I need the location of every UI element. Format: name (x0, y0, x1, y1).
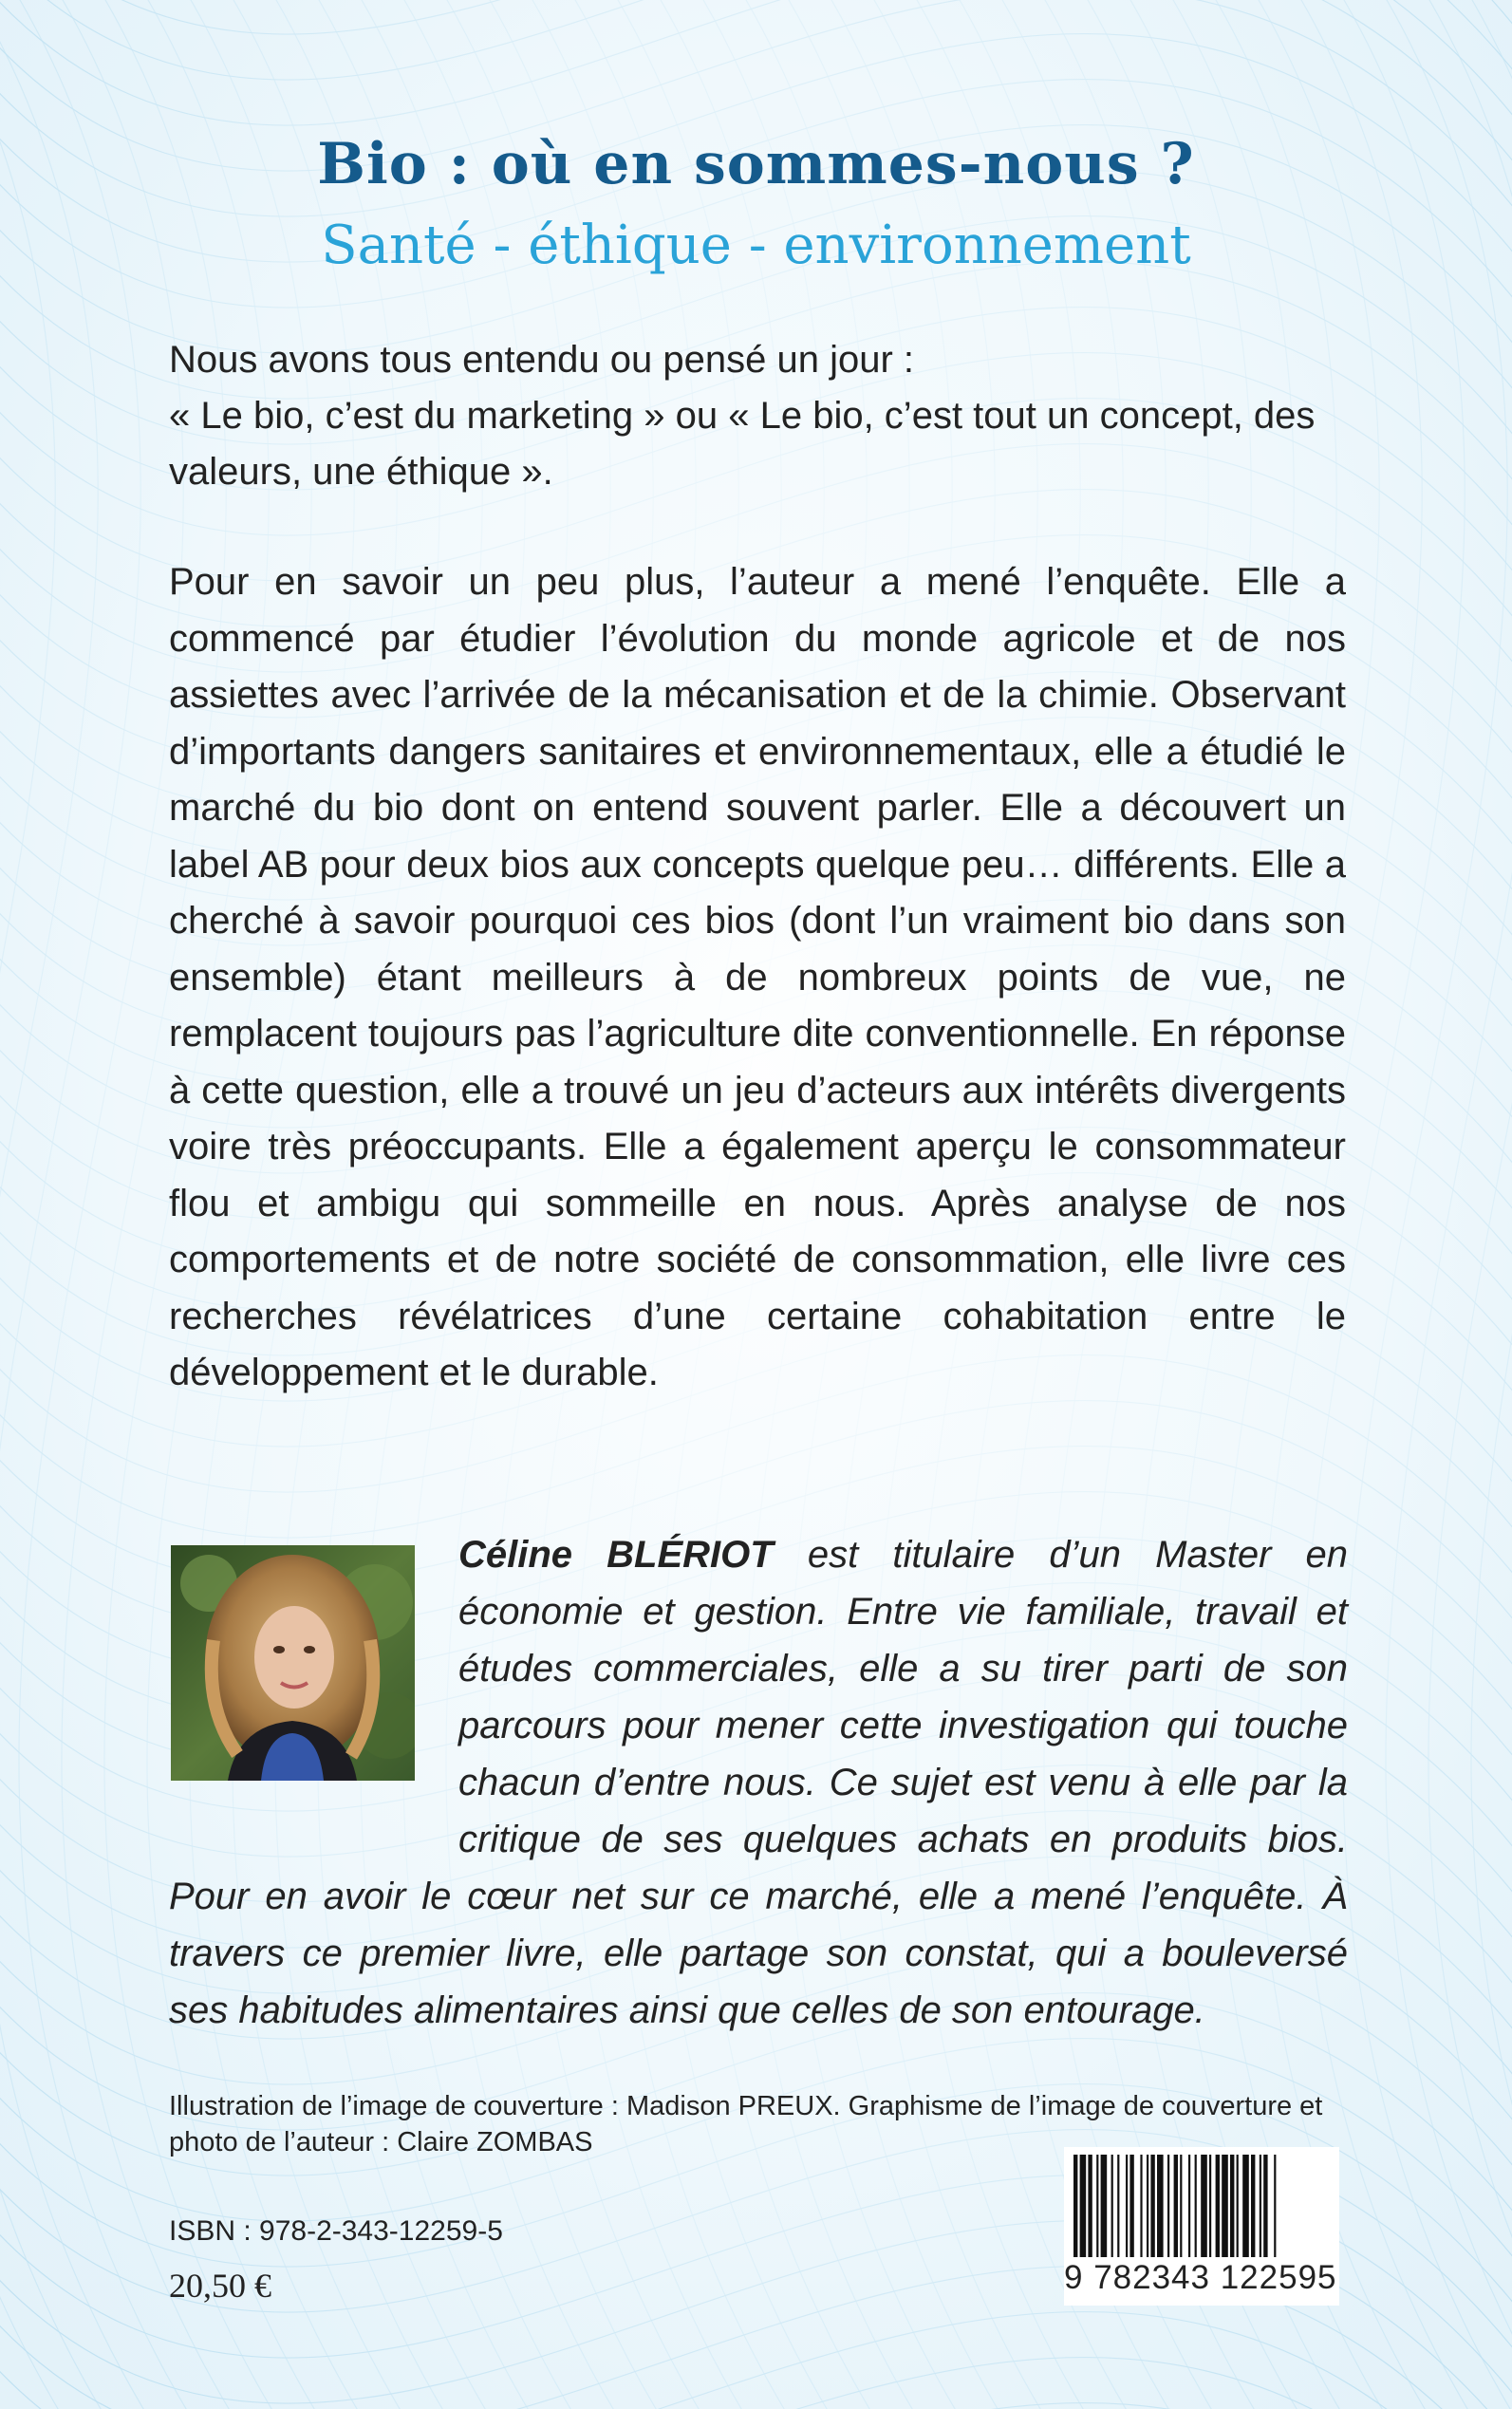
isbn: ISBN : 978-2-343-12259-5 (169, 2215, 503, 2247)
intro-line-1: Nous avons tous entendu ou pensé un jour : (169, 339, 914, 381)
price: 20,50 € (169, 2267, 271, 2305)
book-subtitle: Santé - éthique - environnement (321, 215, 1191, 276)
intro-line-2: « Le bio, c’est du marketing » ou « Le bio, c’est tout un concept, des valeurs, une éthique ». (169, 395, 1316, 493)
author-bio-text: est titulaire d’un Master en économie et gestion. Entre vie familiale, travail et études commerciales, elle a su tirer parti de son parcours pour mener cette investigation qui touche chacun d’entre nous. Ce sujet est venu à elle par la critique de ses quelques achats en produits bios. Pour en avoir le cœur net sur ce marché, elle a mené l’enquête. À travers ce premier livre, elle partage son constat, qui a bouleversé ses habitudes alimentaires ainsi que celles de son entourage. (169, 1534, 1348, 2031)
intro-paragraph (169, 332, 1346, 500)
book-title: Bio : où en sommes-nous ? (317, 131, 1195, 197)
summary-paragraph: Pour en savoir un peu plus, l’auteur a mené l’enquête. Elle a commencé par étudier l’évolution du monde agricole et de nos assiettes avec l’arrivée de la mécanisation et de la chimie. Observant d’importants dangers sanitaires et environnementaux, elle a étudié le marché du bio dont on entend souvent parler. Elle a découvert un label AB pour deux bios aux concepts quelque peu… différents. Elle a cherché à savoir pourquoi ces bios (dont l’un vraiment bio dans son ensemble) étant meilleurs à de nombreux points de vue, ne remplacent toujours pas l’agriculture dite conventionnelle. En réponse à cette question, elle a trouvé un jeu d’acteurs aux intérêts divergents voire très préoccupants. Elle a également aperçu le consommateur flou et ambigu qui sommeille en nous. Après analyse de nos comportements et de notre société de consommation, elle livre ces recherches révélatrices d’une certaine cohabitation entre le développement et le durable. (169, 561, 1346, 1393)
barcode-digits: 9 782343 122595 (1064, 2259, 1337, 2296)
cover-credits: Illustration de l’image de couverture : Madison PREUX. Graphisme de l’image de couverture et photo de l’auteur : Claire ZOMBAS (169, 2091, 1323, 2157)
author-name: Céline BLÉRIOT (458, 1534, 774, 1576)
author-photo (171, 1545, 415, 1781)
